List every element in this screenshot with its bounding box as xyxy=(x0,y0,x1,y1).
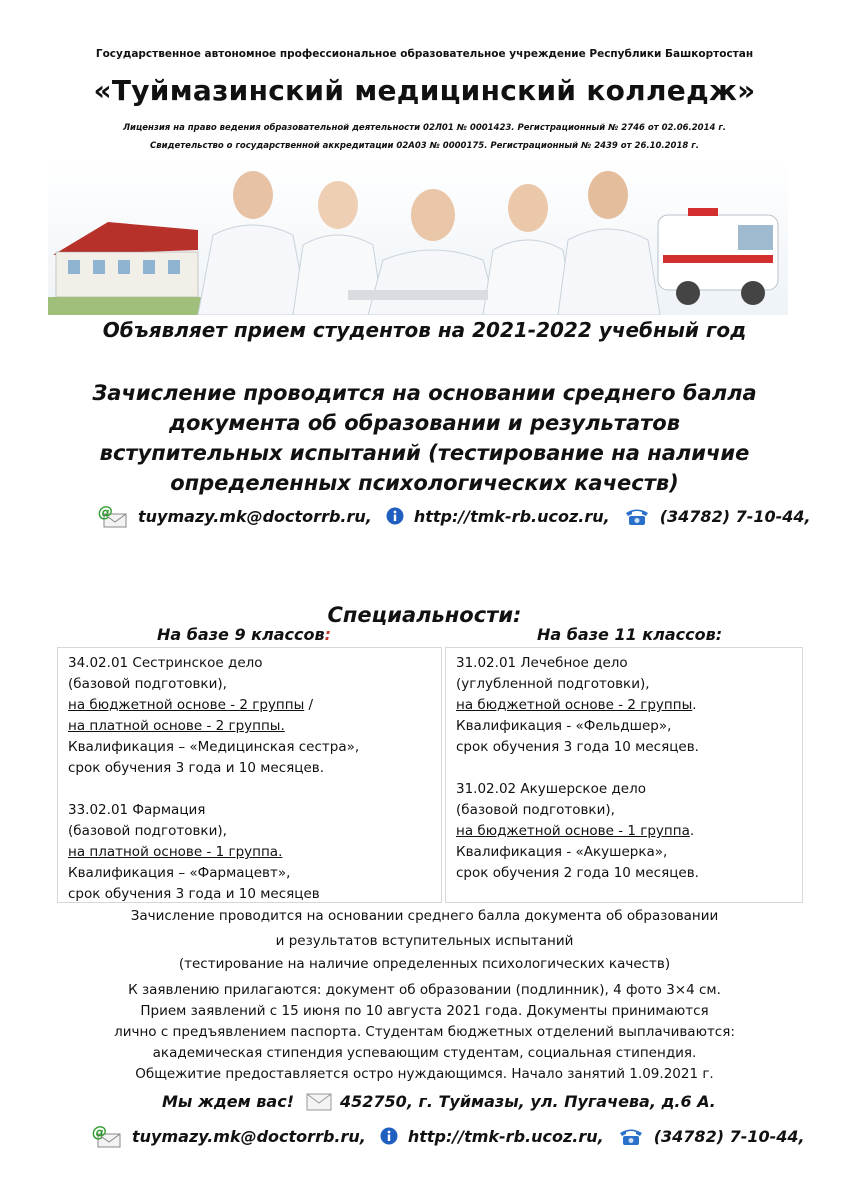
specialty-paid xyxy=(68,842,431,863)
specialty-qualification: Квалификация – «Фармацевт», xyxy=(68,865,291,881)
bottom-line: Общежитие предоставляется остро нуждающимся. Начало занятий 1.09.2021 г. xyxy=(135,1066,714,1082)
banner-photo xyxy=(48,160,788,315)
enrollment-line: Зачисление проводится на основании среднего балла xyxy=(92,381,757,405)
email-link[interactable]: tuymazy.mk@doctorrb.ru, xyxy=(132,1126,366,1146)
specialty-budget xyxy=(456,821,792,842)
contacts-top xyxy=(98,504,825,528)
telephone-icon xyxy=(618,1126,644,1146)
budget-groups: на бюджетной основе - 2 группы xyxy=(68,697,305,713)
specialty-title: 34.02.01 Сестринское дело xyxy=(68,655,263,671)
paid-groups: на платной основе - 1 группа. xyxy=(68,844,283,860)
phone-number[interactable]: (34782) 7-10-44, xyxy=(659,506,811,526)
dot: . xyxy=(692,697,697,713)
specialties-title: Специальности: xyxy=(327,603,522,627)
specialty-level: (углубленной подготовки), xyxy=(456,676,650,692)
bottom-line: (тестирование на наличие определенных психологических качеств) xyxy=(178,956,671,972)
slash: / xyxy=(304,697,314,713)
specialty-term: срок обучения 3 года и 10 месяцев xyxy=(68,886,320,902)
specialty-title: 31.02.01 Лечебное дело xyxy=(456,655,628,671)
base-9-specialties xyxy=(57,647,442,903)
svg-text:@: @ xyxy=(92,1124,107,1141)
budget-groups: на бюджетной основе - 2 группы xyxy=(456,697,693,713)
specialty-level: (базовой подготовки), xyxy=(456,802,615,818)
email-at-icon xyxy=(98,504,128,528)
base-11-specialties xyxy=(445,647,803,903)
specialty-qualification: Квалификация – «Медицинская сестра», xyxy=(68,739,360,755)
ambulance xyxy=(658,208,778,305)
license-info: Лицензия на право ведения образовательной деятельности 02Л01 № 0001423. Регистрационный № 2746 от 02.06.2014 г. xyxy=(122,123,727,133)
site-link[interactable]: http://tmk-rb.ucoz.ru, xyxy=(413,506,610,526)
specialty-qualification: Квалификация - «Фельдшер», xyxy=(456,718,672,734)
specialty-budget xyxy=(456,695,792,716)
specialty-level: (базовой подготовки), xyxy=(68,676,227,692)
base-9-text: На базе 9 классов xyxy=(157,625,325,644)
specialty-term: срок обучения 3 года 10 месяцев. xyxy=(456,739,699,755)
phone-number[interactable]: (34782) 7-10-44, xyxy=(653,1126,805,1146)
info-icon xyxy=(380,1127,398,1145)
budget-groups: на бюджетной основе - 1 группа xyxy=(456,823,690,839)
accreditation-info: Свидетельство о государственной аккредитации 02А03 № 0000175. Регистрационный № 2439 от 26.10.2018 г. xyxy=(150,141,699,151)
bottom-line: Зачисление проводится на основании среднего балла документа об образовании xyxy=(130,908,719,924)
enrollment-line: вступительных испытаний (тестирование на наличие xyxy=(99,441,750,465)
bottom-line: академическая стипендия успевающим студентам, социальная стипендия. xyxy=(152,1045,697,1061)
base-9-colon: : xyxy=(324,625,332,644)
specialty-budget xyxy=(68,695,431,716)
bottom-details xyxy=(0,980,849,1085)
bottom-line: и результатов вступительных испытаний xyxy=(275,933,574,949)
announcement: Объявляет прием студентов на 2021-2022 учебный год xyxy=(102,318,747,342)
institution-name: Государственное автономное профессиональное образовательное учреждение Республики Башкортостан xyxy=(95,48,754,60)
bottom-line: К заявлению прилагаются: документ об образовании (подлинник), 4 фото 3×4 см. xyxy=(128,982,721,998)
specialty-paid xyxy=(68,716,431,737)
college-name: «Туймазинский медицинский колледж» xyxy=(93,74,756,107)
contacts-bottom xyxy=(92,1124,819,1148)
telephone-icon xyxy=(624,506,650,526)
specialty-title: 31.02.02 Акушерское дело xyxy=(456,781,646,797)
envelope-icon xyxy=(306,1093,332,1111)
specialty-title: 33.02.01 Фармация xyxy=(68,802,206,818)
email-at-icon xyxy=(92,1124,122,1148)
wait-text: Мы ждем вас! xyxy=(162,1092,295,1111)
specialty-term: срок обучения 3 года и 10 месяцев. xyxy=(68,760,325,776)
site-link[interactable]: http://tmk-rb.ucoz.ru, xyxy=(407,1126,604,1146)
specialty-level: (базовой подготовки), xyxy=(68,823,227,839)
base-9-label xyxy=(157,625,331,644)
info-icon xyxy=(386,507,404,525)
dot: . xyxy=(689,823,695,839)
paid-groups: на платной основе - 2 группы. xyxy=(68,718,285,734)
base-11-label: На базе 11 классов: xyxy=(537,625,723,644)
email-link[interactable]: tuymazy.mk@doctorrb.ru, xyxy=(138,506,372,526)
enrollment-line: определенных психологических качеств) xyxy=(170,471,679,495)
closing-line xyxy=(162,1092,716,1111)
address: 452750, г. Туймазы, ул. Пугачева, д.6 А. xyxy=(340,1092,716,1111)
svg-text:@: @ xyxy=(98,504,113,521)
specialty-qualification: Квалификация - «Акушерка», xyxy=(456,844,668,860)
enrollment-basis xyxy=(0,378,849,498)
specialty-term: срок обучения 2 года 10 месяцев. xyxy=(456,865,699,881)
bottom-line: Прием заявлений с 15 июня по 10 августа 2021 года. Документы принимаются xyxy=(140,1003,709,1019)
enrollment-line: документа об образовании и результатов xyxy=(168,411,680,435)
bottom-line: лично с предъявлением паспорта. Студентам бюджетных отделений выплачиваются: xyxy=(114,1024,735,1040)
